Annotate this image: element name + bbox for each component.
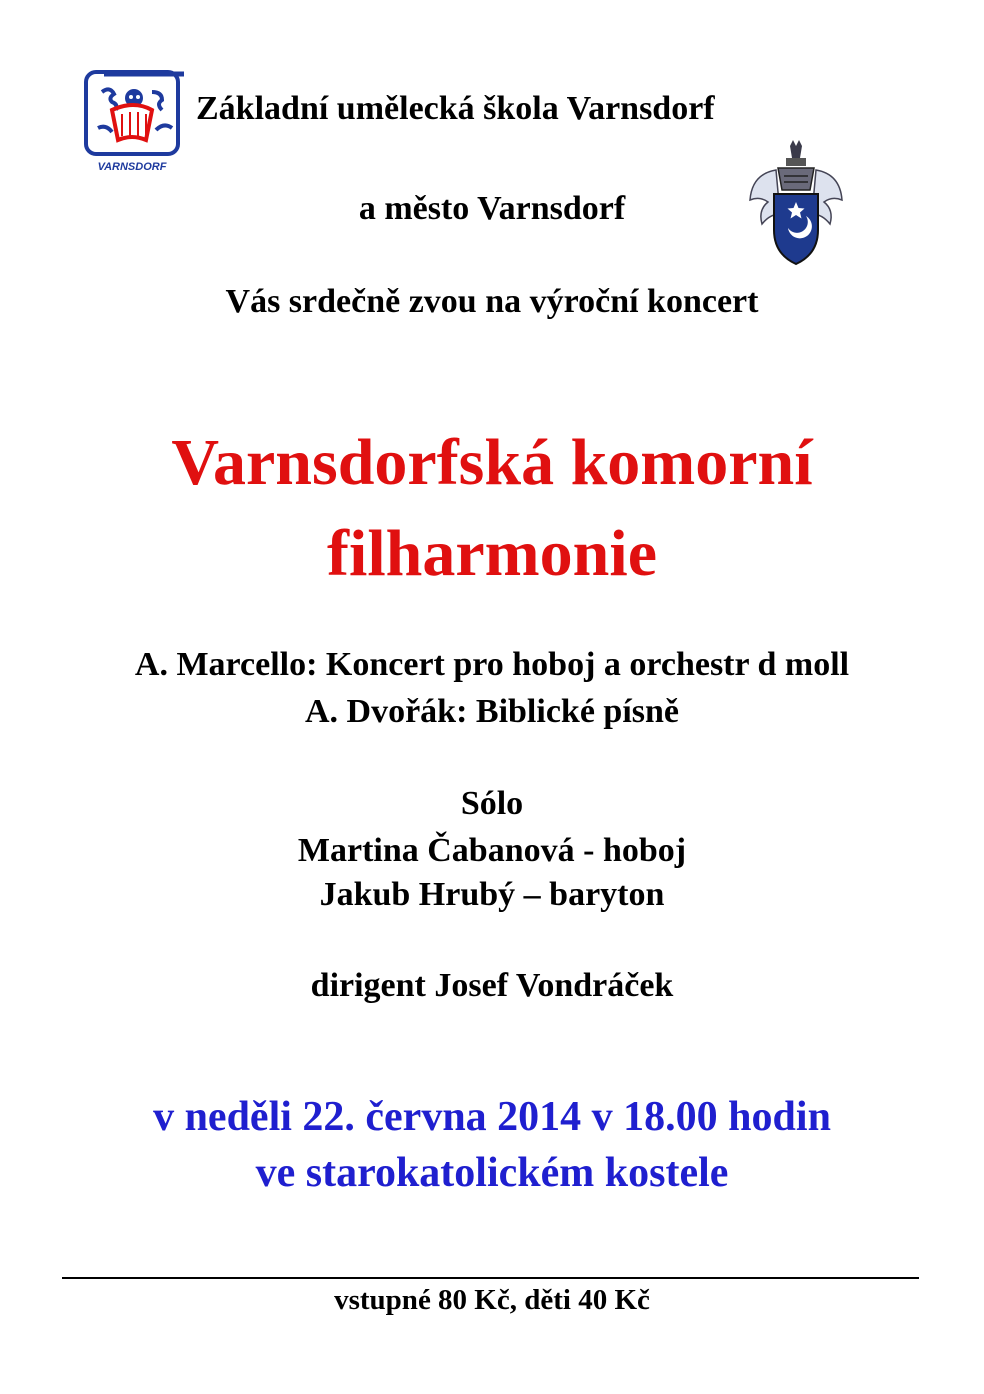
concert-title-line-1: Varnsdorfská komorní xyxy=(171,426,813,499)
admission-fee: vstupné 80 Kč, děti 40 Kč xyxy=(334,1284,650,1316)
program-item: A. Marcello: Koncert pro hoboj a orchestr d moll xyxy=(134,646,850,683)
school-name: Základní umělecká škola Varnsdorf xyxy=(196,90,715,127)
invitation-line: Vás srdečně zvou na výroční koncert xyxy=(225,283,759,320)
soloist: Martina Čabanová - hoboj xyxy=(297,832,687,869)
program-item: A. Dvořák: Biblické písně xyxy=(304,693,680,730)
concert-title-line-2: filharmonie xyxy=(327,517,657,590)
event-date: v neděli 22. června 2014 v 18.00 hodin xyxy=(153,1094,831,1140)
soloist: Jakub Hrubý – baryton xyxy=(319,876,665,913)
conductor: dirigent Josef Vondráček xyxy=(310,967,674,1004)
town-line: a město Varnsdorf xyxy=(358,190,626,227)
school-logo-text: VARNSDORF xyxy=(97,161,167,173)
divider xyxy=(62,1277,919,1279)
school-logo xyxy=(84,70,184,174)
solo-heading: Sólo xyxy=(460,785,524,822)
event-venue: ve starokatolickém kostele xyxy=(255,1150,729,1196)
